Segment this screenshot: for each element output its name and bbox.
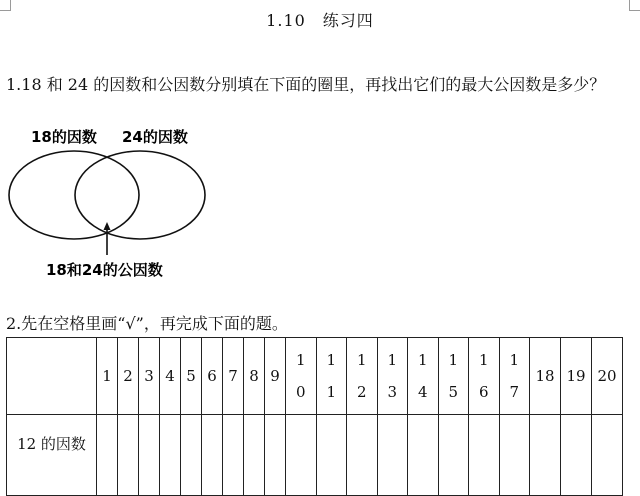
venn-pointer-arrow-icon <box>104 222 111 230</box>
venn-left-circle <box>9 151 139 239</box>
table-header-number: 7 <box>509 383 520 401</box>
table-header-number: 8 <box>249 367 259 385</box>
table-answer-cell[interactable] <box>438 415 469 496</box>
table-answer-cell[interactable] <box>181 415 202 496</box>
table-header-number: 5 <box>448 383 459 401</box>
table-header-cell <box>139 338 160 415</box>
table-header-number: 4 <box>165 367 175 385</box>
table-answer-cell[interactable] <box>286 415 317 496</box>
table-answer-cell[interactable] <box>244 415 265 496</box>
table-answer-cell[interactable] <box>316 415 347 496</box>
table-answer-cell[interactable] <box>561 415 592 496</box>
table-row-label-cell <box>7 415 97 496</box>
table-header-cell <box>592 338 623 415</box>
table-header-cell <box>181 338 202 415</box>
table-answer-cell[interactable] <box>377 415 408 496</box>
table-header-number: 1 <box>387 351 398 369</box>
table-header-number: 1 <box>326 383 337 401</box>
table-header-number: 7 <box>228 367 238 385</box>
table-header-number: 1 <box>509 351 520 369</box>
table-answer-cell[interactable] <box>499 415 530 496</box>
table-header-number: 1 <box>356 351 367 369</box>
question-1-text: 1.18 和 24 的因数和公因数分别填在下面的圈里，再找出它们的最大公因数是多少？ <box>6 75 606 94</box>
table-header-number: 2 <box>356 383 367 401</box>
table-header-number: 18 <box>535 367 555 385</box>
table-header-row <box>7 338 623 415</box>
table-answer-cell[interactable] <box>139 415 160 496</box>
table-corner-cell <box>7 338 97 415</box>
table-header-cell <box>499 338 530 415</box>
table-header-number: 1 <box>448 351 459 369</box>
table-answer-cell[interactable] <box>202 415 223 496</box>
table-header-number: 2 <box>123 367 133 385</box>
table-header-cell <box>286 338 317 415</box>
table-header-number: 1 <box>295 351 306 369</box>
table-header-number: 9 <box>270 367 280 385</box>
table-header-cell <box>377 338 408 415</box>
table-header-number: 1 <box>326 351 337 369</box>
table-answer-cell[interactable] <box>118 415 139 496</box>
table-answer-cell[interactable] <box>223 415 244 496</box>
table-header-cell <box>561 338 592 415</box>
table-header-cell <box>469 338 500 415</box>
table-header-cell <box>244 338 265 415</box>
venn-left-label: 18的因数 <box>31 128 97 146</box>
table-header-number: 5 <box>186 367 196 385</box>
table-answer-cell[interactable] <box>530 415 561 496</box>
table-answer-cell[interactable] <box>97 415 118 496</box>
table-header-cell <box>408 338 439 415</box>
table-header-number: 3 <box>387 383 398 401</box>
table-answer-cell[interactable] <box>408 415 439 496</box>
table-answer-cell[interactable] <box>347 415 378 496</box>
factor-table <box>6 337 623 496</box>
table-header-number: 1 <box>478 351 489 369</box>
page-title: 1.10 练习四 <box>266 11 374 30</box>
table-header-number: 6 <box>478 383 489 401</box>
table-header-number: 20 <box>597 367 617 385</box>
venn-right-label: 24的因数 <box>122 128 188 146</box>
table-header-number: 1 <box>102 367 112 385</box>
table-header-cell <box>347 338 378 415</box>
table-header-cell <box>265 338 286 415</box>
question-2-text: 2.先在空格里画“√”，再完成下面的题。 <box>6 314 288 333</box>
table-header-cell <box>97 338 118 415</box>
table-header-cell <box>223 338 244 415</box>
table-answer-cell[interactable] <box>160 415 181 496</box>
table-header-number: 3 <box>144 367 154 385</box>
table-header-number: 0 <box>295 383 306 401</box>
table-row <box>7 415 623 496</box>
table-header-cell <box>530 338 561 415</box>
table-header-number: 1 <box>417 351 428 369</box>
venn-bottom-label: 18和24的公因数 <box>46 261 163 279</box>
venn-right-circle <box>75 151 205 239</box>
table-row-label: 12 的因数 <box>17 435 86 453</box>
table-header-cell <box>118 338 139 415</box>
table-header-number: 4 <box>417 383 428 401</box>
table-header-cell <box>316 338 347 415</box>
table-header-number: 19 <box>566 367 586 385</box>
table-header-cell <box>438 338 469 415</box>
table-answer-cell[interactable] <box>592 415 623 496</box>
table-header-number: 6 <box>207 367 217 385</box>
table-header-cell <box>160 338 181 415</box>
table-answer-cell[interactable] <box>469 415 500 496</box>
venn-diagram <box>0 122 230 287</box>
table-header-cell <box>202 338 223 415</box>
table-answer-cell[interactable] <box>265 415 286 496</box>
